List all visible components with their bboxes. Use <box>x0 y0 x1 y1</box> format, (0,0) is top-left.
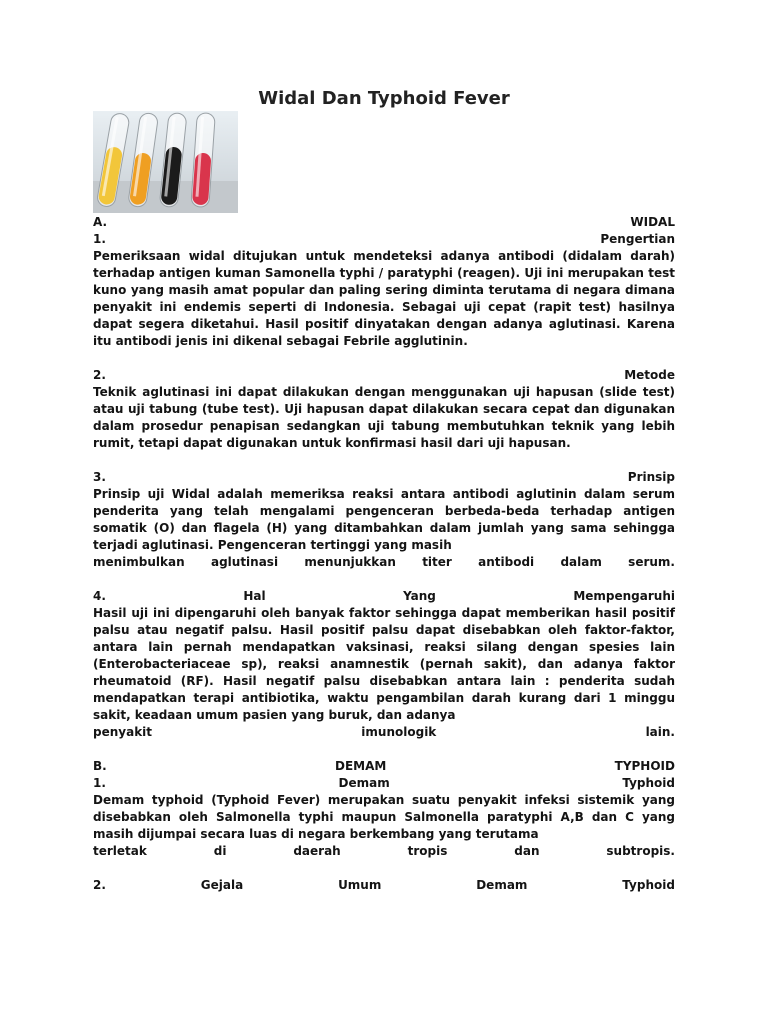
word: TYPHOID <box>614 759 675 773</box>
word: Demam <box>476 878 528 892</box>
word: Typhoid <box>622 878 675 892</box>
section-heading <box>93 588 675 605</box>
section-heading <box>93 367 675 384</box>
section-paragraph: Pemeriksaan widal ditujukan untuk mendeteksi adanya antibodi (didalam darah) terhadap antigen kuman Samonella typhi / paratyphi (reagen). Uji ini merupakan test kuno yang masih amat popular dan paling sering diminta terutama di negara dimana penyakit ini endemis seperti di Indonesia. Sebagai uji cepat (rapit test) hasilnya dapat segera diketahui. Hasil positif dinyatakan dengan adanya aglutinasi. Karena itu antibodi jenis ini dikenal sebagai Febrile agglutinin. <box>93 249 675 348</box>
word: lain. <box>645 725 675 739</box>
section-paragraph: Demam typhoid (Typhoid Fever) merupakan suatu penyakit infeksi sistemik yang disebabkan oleh Salmonella typhi maupun Salmonella paratyphi A,B dan C yang masih dijumpai secara luas di negara berkembang yang terutama <box>93 793 675 841</box>
paragraph-last-line <box>93 554 675 571</box>
word: DEMAM <box>335 759 387 773</box>
word: B. <box>93 759 107 773</box>
word: Pengertian <box>600 232 675 246</box>
paragraph-last-line <box>93 843 675 860</box>
section <box>93 214 675 231</box>
section-heading <box>93 214 675 231</box>
word: 1. <box>93 232 106 246</box>
word: WIDAL <box>630 215 675 229</box>
word: Mempengaruhi <box>573 589 675 603</box>
spacer <box>93 860 675 877</box>
section-heading <box>93 775 675 792</box>
section-heading <box>93 231 675 248</box>
section <box>93 877 675 894</box>
section-paragraph: Prinsip uji Widal adalah memeriksa reaksi antara antibodi aglutinin dalam serum penderita yang telah mengalami pengenceran berbeda-beda terhadap antigen somatik (O) dan flagela (H) yang ditambahkan dalam jumlah yang sama sehingga terjadi aglutinasi. Pengenceran tertinggi yang masih <box>93 487 675 552</box>
section-heading <box>93 877 675 894</box>
word: titer <box>422 555 452 569</box>
word: menimbulkan <box>93 555 185 569</box>
paragraph-last-line <box>93 724 675 741</box>
word: imunologik <box>361 725 437 739</box>
word: 4. <box>93 589 106 603</box>
section-heading <box>93 469 675 486</box>
section <box>93 775 675 860</box>
word: dan <box>514 844 540 858</box>
word: tropis <box>407 844 448 858</box>
word: daerah <box>293 844 341 858</box>
test-tubes-illustration <box>93 111 238 213</box>
section <box>93 367 675 452</box>
spacer <box>93 350 675 367</box>
word: Metode <box>624 368 675 382</box>
word: menunjukkan <box>304 555 396 569</box>
document-body <box>93 214 675 894</box>
word: dalam <box>560 555 602 569</box>
word: A. <box>93 215 108 229</box>
word: Gejala <box>200 878 244 892</box>
spacer <box>93 741 675 758</box>
word: 2. <box>93 878 106 892</box>
word: terletak <box>93 844 147 858</box>
page-title: Widal Dan Typhoid Fever <box>258 88 510 109</box>
section-paragraph: Teknik aglutinasi ini dapat dilakukan dengan menggunakan uji hapusan (slide test) atau uji tabung (tube test). Uji hapusan dapat dilakukan secara cepat dan digunakan dalam prosedur penapisan sedangkan uji tabung membutuhkan teknik yang lebih rumit, tetapi dapat digunakan untuk konfirmasi hasil dari uji hapusan. <box>93 385 675 450</box>
word: antibodi <box>478 555 535 569</box>
test-tubes-photo <box>93 111 238 213</box>
word: 3. <box>93 470 106 484</box>
word: Typhoid <box>622 776 675 790</box>
word: aglutinasi <box>210 555 279 569</box>
word: subtropis. <box>606 844 675 858</box>
word: di <box>213 844 227 858</box>
word: 2. <box>93 368 106 382</box>
section <box>93 231 675 350</box>
word: Hal <box>243 589 266 603</box>
word: Yang <box>403 589 436 603</box>
word: Prinsip <box>627 470 675 484</box>
word: 1. <box>93 776 106 790</box>
section <box>93 758 675 775</box>
spacer <box>93 452 675 469</box>
section <box>93 588 675 741</box>
word: Umum <box>338 878 382 892</box>
section-heading <box>93 758 675 775</box>
section <box>93 469 675 571</box>
section-paragraph: Hasil uji ini dipengaruhi oleh banyak faktor sehingga dapat memberikan hasil positif palsu atau negatif palsu. Hasil positif palsu dapat disebabkan oleh faktor-faktor, antara lain pernah mendapatkan vaksinasi, reaksi silang dengan spesies lain (Enterobacteriaceae sp), reaksi anamnestik (pernah sakit), dan adanya faktor rheumatoid (RF). Hasil negatif palsu disebabkan antara lain : penderita sudah mendapatkan terapi antibiotika, waktu pengambilan darah kurang dari 1 minggu sakit, keadaan umum pasien yang buruk, dan adanya <box>93 606 675 722</box>
word: penyakit <box>93 725 153 739</box>
word: Demam <box>338 776 390 790</box>
word: serum. <box>628 555 675 569</box>
spacer <box>93 571 675 588</box>
